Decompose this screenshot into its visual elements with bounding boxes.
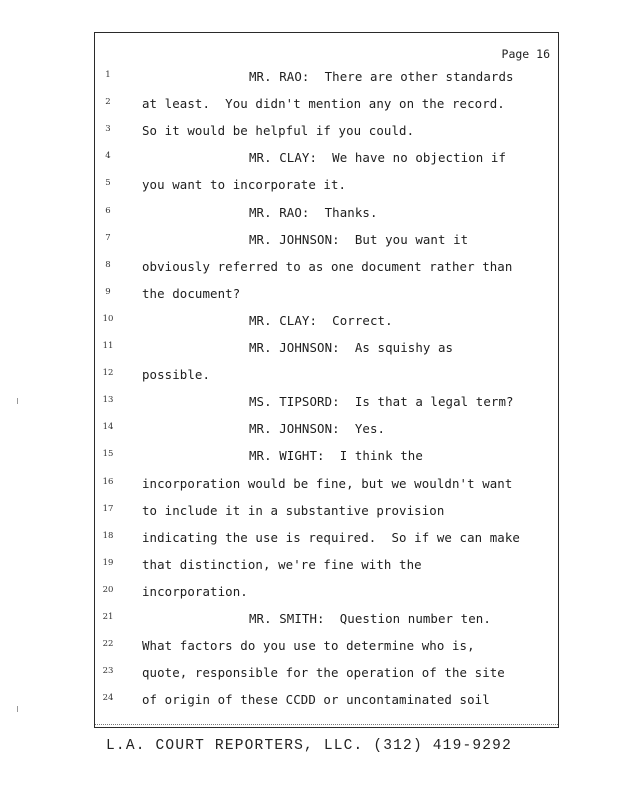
- transcript-line: [95, 94, 558, 114]
- line-text: obviously referred to as one document rather than: [142, 258, 513, 274]
- line-number: 9: [105, 286, 111, 297]
- transcript-line: [95, 582, 558, 602]
- line-text: MR. CLAY: Correct.: [249, 312, 393, 328]
- line-number: 1: [105, 70, 111, 80]
- line-text: MR. RAO: There are other standards: [249, 69, 514, 84]
- line-text: incorporation.: [142, 583, 248, 599]
- transcript-page-frame: [94, 32, 559, 728]
- transcript-line: [95, 419, 558, 439]
- line-number: 14: [102, 422, 114, 433]
- line-number: 15: [102, 449, 114, 460]
- transcript-line: [95, 690, 558, 710]
- transcript-line: [95, 501, 558, 521]
- line-text: What factors do you use to determine who is,: [142, 638, 475, 654]
- line-number: 5: [105, 178, 111, 189]
- transcript-line: [95, 311, 558, 331]
- transcript-line: [95, 338, 558, 358]
- transcript-line: [95, 555, 558, 575]
- line-number: 6: [105, 205, 111, 216]
- line-number: 3: [105, 124, 111, 135]
- line-number: 17: [102, 503, 114, 514]
- line-text: MR. RAO: Thanks.: [249, 204, 378, 220]
- line-text: incorporation would be fine, but we wouldn't want: [142, 475, 513, 491]
- transcript-line: [95, 609, 558, 629]
- transcript-line: [95, 121, 558, 141]
- transcript-line: [95, 663, 558, 683]
- line-text: So it would be helpful if you could.: [142, 123, 415, 139]
- line-number: 10: [102, 313, 114, 324]
- line-number: 20: [102, 584, 114, 595]
- line-text: MR. JOHNSON: Yes.: [249, 421, 386, 437]
- margin-mark: [17, 398, 22, 404]
- line-number: 4: [105, 151, 111, 162]
- line-text: MR. CLAY: We have no objection if: [249, 150, 507, 166]
- line-text: the document?: [142, 285, 241, 301]
- transcript-line: [95, 392, 558, 412]
- transcript-line: [95, 148, 558, 168]
- line-number: 22: [102, 639, 114, 650]
- line-number: 23: [102, 666, 114, 677]
- line-text: MR. SMITH: Question number ten.: [249, 611, 491, 626]
- line-text: possible.: [142, 367, 211, 383]
- transcript-line: [95, 528, 558, 548]
- line-number: 7: [105, 232, 111, 243]
- line-number: 18: [102, 530, 114, 541]
- line-text: indicating the use is required. So if we can make: [142, 529, 520, 545]
- line-number: 2: [105, 97, 111, 108]
- transcript-line: [95, 175, 558, 195]
- line-number: 11: [102, 341, 114, 351]
- transcript-line: [95, 67, 558, 87]
- margin-mark: [17, 706, 22, 712]
- page-number-label: Page 16: [501, 47, 550, 61]
- line-number: 8: [105, 259, 111, 270]
- line-text: quote, responsible for the operation of the site: [142, 665, 505, 681]
- transcript-line: [95, 284, 558, 304]
- line-number: 13: [102, 395, 114, 406]
- line-text: MR. WIGHT: I think the: [249, 448, 423, 464]
- line-text: you want to incorporate it.: [142, 177, 347, 193]
- line-number: 12: [102, 368, 114, 379]
- line-text: to include it in a substantive provision: [142, 502, 445, 518]
- transcript-line: [95, 230, 558, 250]
- line-number: 19: [102, 557, 114, 568]
- line-number: 16: [102, 476, 114, 487]
- line-text: at least. You didn't mention any on the record.: [142, 96, 505, 112]
- line-text: of origin of these CCDD or uncontaminated soil: [142, 692, 490, 708]
- line-number: 24: [102, 693, 114, 704]
- transcript-line: [95, 636, 558, 656]
- transcript-line: [95, 365, 558, 385]
- line-number: 21: [102, 612, 114, 622]
- transcript-line: [95, 474, 558, 494]
- transcript-line: [95, 203, 558, 223]
- transcript-line: [95, 446, 558, 466]
- line-text: MR. JOHNSON: As squishy as: [249, 340, 454, 355]
- line-text: MS. TIPSORD: Is that a legal term?: [249, 394, 514, 410]
- line-text: that distinction, we're fine with the: [142, 556, 422, 572]
- court-reporter-footer: L.A. COURT REPORTERS, LLC. (312) 419-9292: [106, 738, 512, 754]
- transcript-line: [95, 257, 558, 277]
- line-text: MR. JOHNSON: But you want it: [249, 231, 469, 247]
